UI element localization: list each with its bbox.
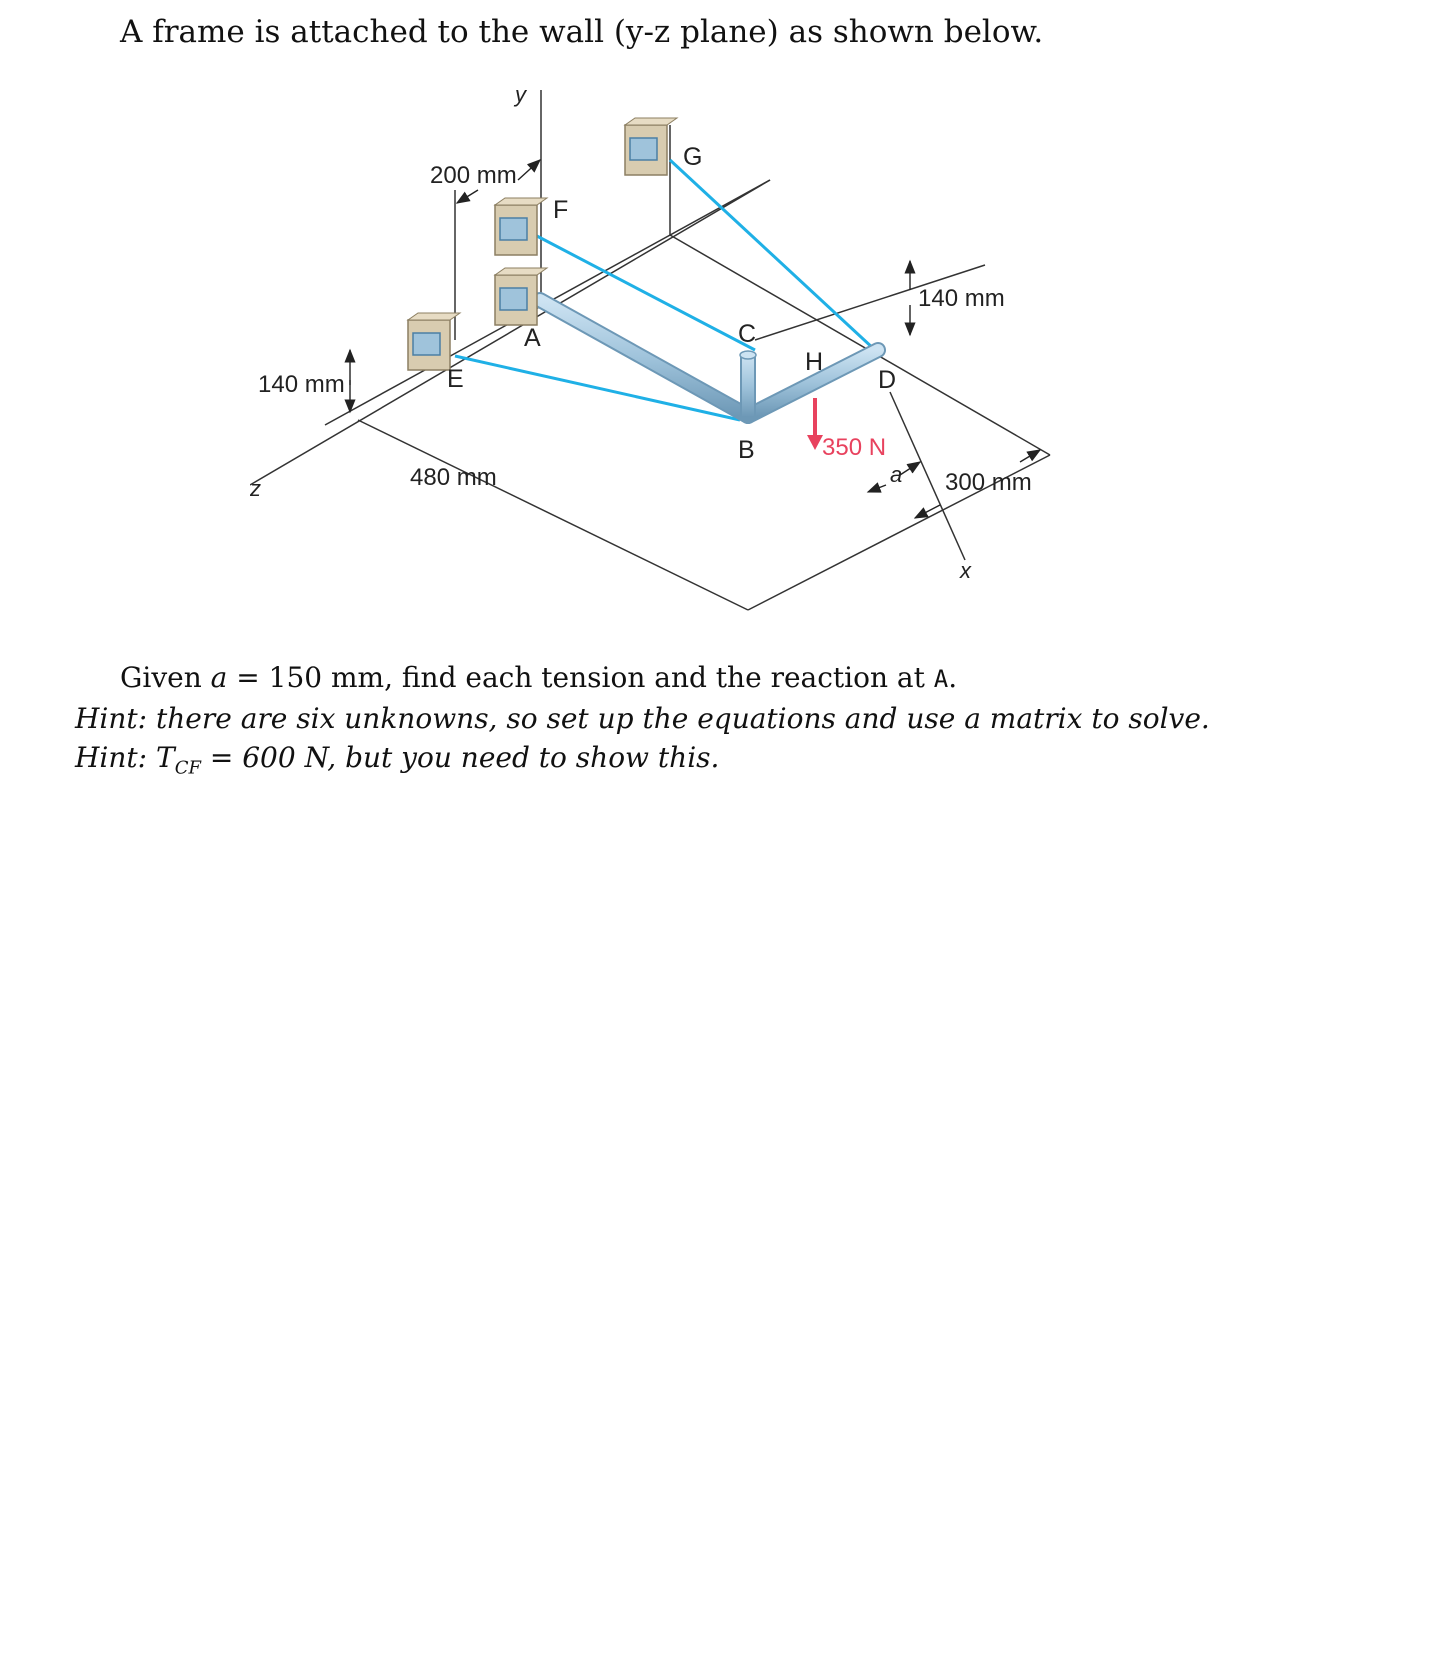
- hint-2-rest: = 600 N, but you need to show this.: [209, 741, 720, 774]
- given-point: A: [933, 665, 949, 693]
- point-f-label: F: [553, 196, 569, 224]
- dim-200-arrow-left: [457, 190, 478, 203]
- given-line: [75, 658, 1210, 699]
- hint-2-variable: [156, 741, 201, 779]
- dim-140-right-label: 140 mm: [918, 285, 1005, 312]
- cable-cf: [535, 235, 755, 350]
- given-end: .: [948, 661, 958, 694]
- dim-300-arrow-left: [915, 505, 940, 518]
- y-axis-label: y: [515, 82, 526, 107]
- z-floor-line: [358, 420, 748, 610]
- hint-2-subscript: CF: [174, 757, 201, 779]
- dim-200-arrow-right: [518, 160, 540, 180]
- frame-pipe: [540, 300, 878, 417]
- load-350n: [807, 398, 886, 461]
- dim-300-arrow-right: [1020, 450, 1040, 462]
- question-block: [75, 658, 1210, 788]
- frame-diagram: [250, 80, 1120, 640]
- given-variable: a: [210, 661, 228, 694]
- hint-2-prefix: Hint:: [75, 741, 148, 774]
- pipe-c-cap: [740, 351, 756, 359]
- dim-200-label: 200 mm: [430, 162, 517, 189]
- pipe-bc: [741, 355, 755, 417]
- point-d-label: D: [878, 366, 897, 394]
- frame-diagram-svg: [250, 80, 1120, 640]
- dim-140-left-label: 140 mm: [258, 371, 345, 398]
- point-a-label: A: [524, 324, 541, 352]
- wall-brackets: [408, 118, 677, 370]
- given-text: = 150 mm, find each tension and the reaction at: [236, 661, 925, 694]
- z-axis-label: z: [250, 476, 261, 501]
- dim-a-label: a: [890, 462, 903, 487]
- hint-1: Hint: there are six unknowns, so set up the equations and use a matrix to solve.: [75, 702, 1210, 735]
- bracket-e: [408, 313, 460, 370]
- dim-300-label: 300 mm: [945, 469, 1032, 496]
- problem-intro: A frame is attached to the wall (y-z plane) as shown below.: [120, 14, 1044, 50]
- force-arrow-head: [807, 435, 823, 450]
- given-prefix: Given: [120, 661, 202, 694]
- x-axis-label: x: [960, 558, 971, 583]
- point-c-label: C: [738, 320, 757, 348]
- point-g-label: G: [683, 143, 703, 171]
- hint-2: [75, 738, 1210, 788]
- dim-a-arrow-right: [900, 462, 920, 475]
- point-b-label: B: [738, 436, 755, 464]
- bracket-f: [495, 198, 547, 255]
- g-floor-line: [670, 235, 1050, 455]
- point-h-label: H: [805, 348, 824, 376]
- dim-480-label: 480 mm: [410, 464, 497, 491]
- force-label: 350 N: [822, 434, 887, 461]
- dim-a-arrow-left: [868, 485, 886, 492]
- point-e-label: E: [447, 365, 464, 393]
- hint-2-var: T: [156, 741, 175, 774]
- bracket-g: [625, 118, 677, 175]
